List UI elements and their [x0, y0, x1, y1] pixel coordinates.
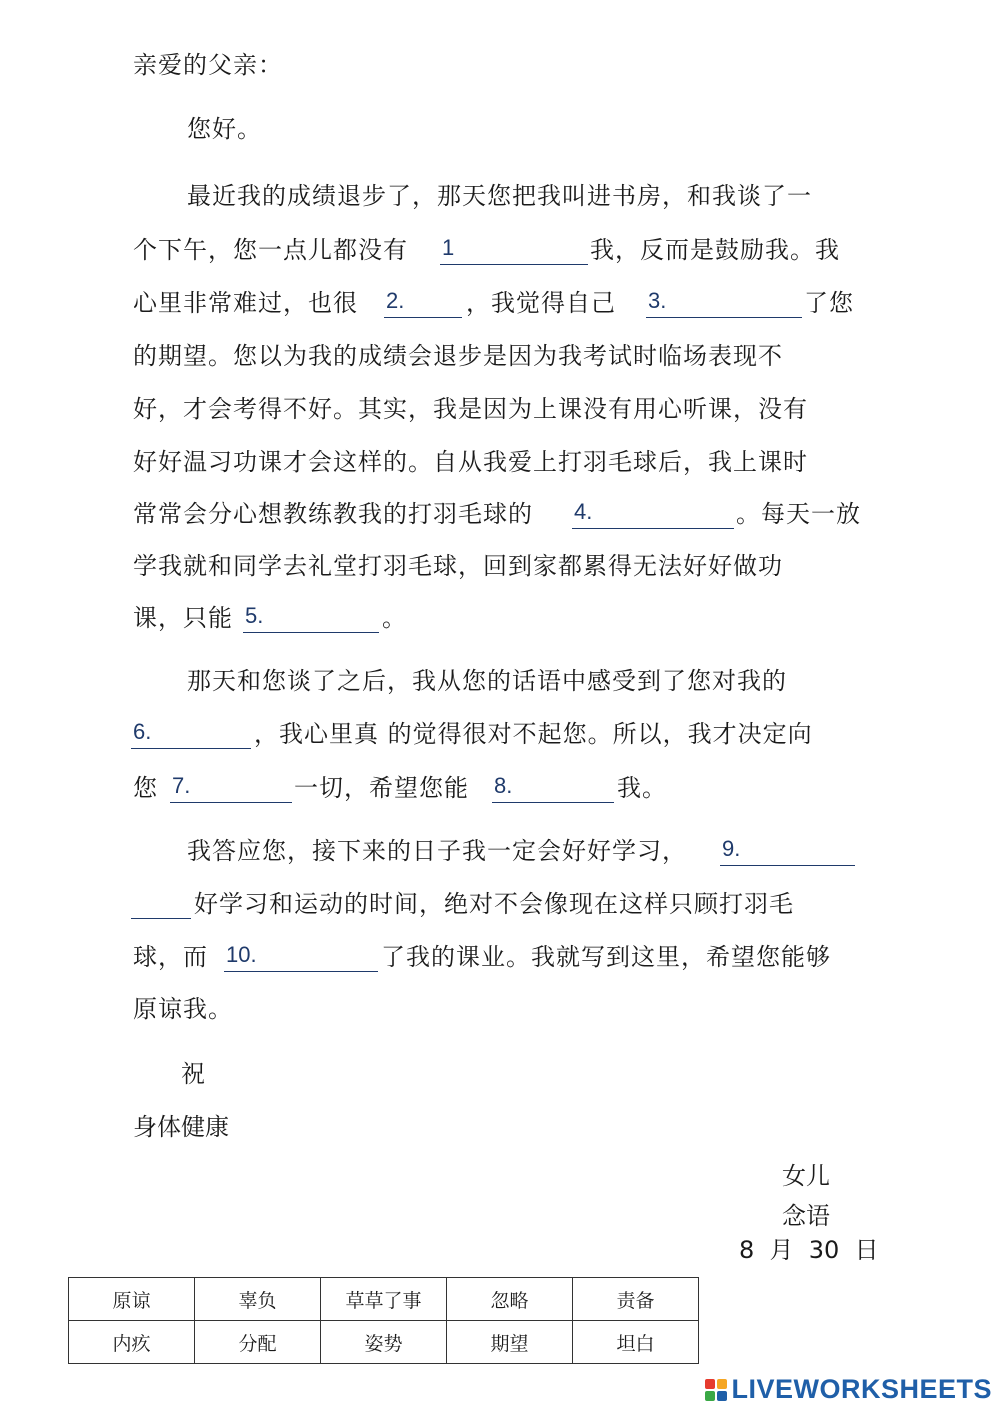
p1-line9a: 课，只能 [133, 604, 233, 632]
p3-line3b: 了我的课业。我就写到这里，希望您能够 [381, 943, 831, 971]
p2-line3c: 我。 [617, 774, 667, 802]
p2-line1: 那天和您谈了之后，我从您的话语中感受到了您对我的 [187, 667, 787, 695]
word-bank-cell[interactable]: 坦白 [573, 1321, 699, 1364]
p1-line3b: ，我觉得自己 [466, 289, 616, 317]
p1-line5: 好，才会考得不好。其实，我是因为上课没有用心听课，没有 [133, 395, 808, 423]
p1-line2a: 个下午，您一点儿都没有 [133, 236, 408, 264]
p2-line2b: ，我心里真 的觉得很对不起您。所以，我才决定向 [254, 720, 813, 748]
word-bank-cell[interactable]: 分配 [195, 1321, 321, 1364]
p2-line3b: 一切，希望您能 [294, 774, 469, 802]
blank-4-number: 4. [574, 499, 593, 524]
blank-5-number: 5. [245, 603, 264, 628]
blank-9[interactable] [720, 836, 855, 866]
p1-line8: 学我就和同学去礼堂打羽毛球，回到家都累得无法好好做功 [133, 552, 783, 580]
closing-wish: 祝 [181, 1060, 205, 1088]
blank-5[interactable] [243, 603, 379, 633]
blank-6[interactable] [131, 719, 251, 749]
word-bank-row [69, 1278, 699, 1321]
p1-line3a: 心里非常难过，也很 [133, 289, 358, 317]
word-bank-cell[interactable]: 草草了事 [321, 1278, 447, 1321]
word-bank-cell[interactable]: 责备 [573, 1278, 699, 1321]
word-bank-cell[interactable]: 期望 [447, 1321, 573, 1364]
salutation: 亲爱的父亲： [133, 51, 283, 79]
p1-line1: 最近我的成绩退步了，那天您把我叫进书房，和我谈了一 [187, 182, 812, 210]
blank-10[interactable] [224, 942, 378, 972]
blank-6-number: 6. [133, 719, 152, 744]
blank-3[interactable] [646, 288, 802, 318]
signature-word: 念语 [782, 1202, 830, 1230]
blank-2[interactable] [384, 288, 462, 318]
blank-9-number: 9. [722, 836, 741, 861]
p1-line6: 好好温习功课才会这样的。自从我爱上打羽毛球后，我上课时 [133, 448, 808, 476]
blank-2-number: 2. [386, 288, 405, 313]
blank-3-number: 3. [648, 288, 667, 313]
blank-7[interactable] [170, 773, 292, 803]
logo-square-red [705, 1379, 715, 1389]
p3-line1a: 我答应您，接下来的日子我一定会好好学习， [187, 837, 687, 865]
blank-9-continued[interactable] [131, 889, 191, 919]
p2-line3a: 您 [133, 774, 158, 802]
blank-8-number: 8. [494, 773, 513, 798]
p3-line4: 原谅我。 [133, 995, 233, 1023]
liveworksheets-logo [705, 1374, 992, 1405]
blank-8[interactable] [492, 773, 614, 803]
liveworksheets-logo-icon [705, 1379, 727, 1401]
word-bank-cell[interactable]: 忽略 [447, 1278, 573, 1321]
p1-line2b: 我，反而是鼓励我。我 [590, 236, 840, 264]
p1-line7a: 常常会分心想教练教我的打羽毛球的 [133, 500, 533, 528]
signature-name: 女儿 [782, 1162, 830, 1190]
word-bank-cell[interactable]: 辜负 [195, 1278, 321, 1321]
blank-1-number: 1 [442, 235, 455, 260]
word-bank-cell[interactable]: 姿势 [321, 1321, 447, 1364]
logo-square-blue [717, 1391, 727, 1401]
p1-line4: 的期望。您以为我的成绩会退步是因为我考试时临场表现不 [133, 342, 783, 370]
p1-line3c: 了您 [804, 289, 854, 317]
blank-7-number: 7. [172, 773, 191, 798]
word-bank-cell[interactable]: 原谅 [69, 1278, 195, 1321]
word-bank-row [69, 1321, 699, 1364]
p3-line2b: 好学习和运动的时间，绝对不会像现在这样只顾打羽毛 [194, 890, 794, 918]
p3-line3a: 球，而 [133, 943, 208, 971]
blank-4[interactable] [572, 499, 734, 529]
greeting: 您好。 [187, 115, 262, 143]
blank-1[interactable] [440, 235, 588, 265]
p1-line7b: 。每天一放 [736, 500, 861, 528]
closing-health: 身体健康 [133, 1113, 229, 1141]
letter-date: 8 月 30 日 [739, 1236, 879, 1264]
logo-square-orange [717, 1379, 727, 1389]
word-bank-table [68, 1277, 699, 1364]
liveworksheets-logo-text: LIVEWORKSHEETS [731, 1374, 992, 1404]
logo-square-green [705, 1391, 715, 1401]
word-bank-cell[interactable]: 内疚 [69, 1321, 195, 1364]
blank-10-number: 10. [226, 942, 257, 967]
p1-line9b: 。 [382, 604, 407, 632]
